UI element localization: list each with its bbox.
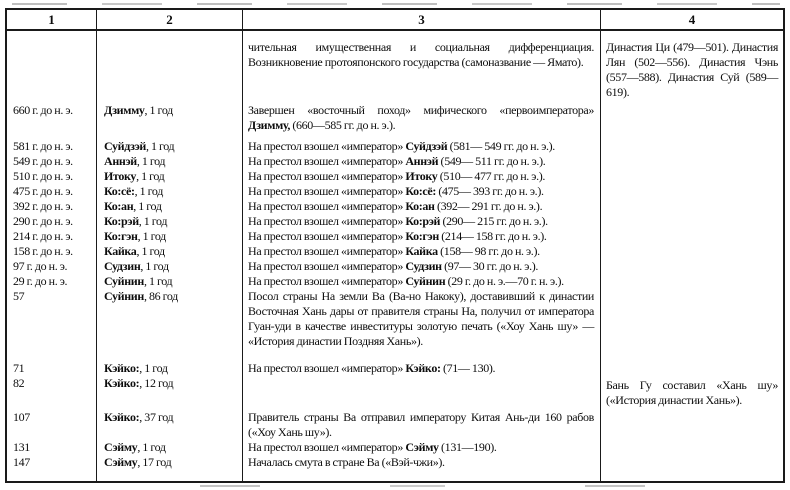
emperor-cell: Ко:гэн, 1 год	[104, 229, 166, 243]
emperor-cell: Кэйко:, 37 год	[104, 410, 174, 424]
date-cell: 549 г. до н. э.	[13, 154, 73, 168]
date-cell: 214 г. до н. э.	[13, 229, 73, 243]
date-cell: 107	[13, 410, 30, 424]
event-text: На престол взошел «император» Суйдзэй (581— 549 гг. до н. э.).	[248, 139, 555, 153]
event-text: Правитель страны Ва отправил императору Китая Ань-ди 160 рабов («Хоу Хань шу»).	[248, 410, 594, 439]
china-note: Бань Гу составил «Хань шу» («История династии Хань»).	[606, 378, 778, 407]
event-text: На престол взошел «император» Суйнин (29 г. до н. э.—70 г. н. э.).	[248, 274, 564, 288]
date-cell: 660 г. до н. э.	[13, 103, 73, 117]
table-body	[7, 31, 783, 481]
date-cell: 475 г. до н. э.	[13, 184, 73, 198]
date-cell: 97 г. до н. э.	[13, 259, 68, 273]
column-header-4: 4	[688, 11, 696, 27]
event-text: На престол взошел «император» Ко:сё: (475— 393 гг. до н. э.).	[248, 184, 544, 198]
date-cell: 158 г. до н. э.	[13, 244, 73, 258]
column-events	[243, 31, 601, 481]
table-header-row	[7, 10, 783, 31]
event-text: Началась смута в стране Ва («Вэй-чжи»).	[248, 455, 445, 469]
date-cell: 510 г. до н. э.	[13, 169, 73, 183]
date-cell: 290 г. до н. э.	[13, 214, 73, 228]
emperor-cell: Ко:рэй, 1 год	[104, 214, 168, 228]
column-dates	[7, 31, 97, 481]
date-cell: 581 г. до н. э.	[13, 139, 73, 153]
emperor-cell: Судзин, 1 год	[104, 259, 169, 273]
event-text: На престол взошел «император» Ко:ан (392— 291 гг. до н. э.).	[248, 199, 543, 213]
emperor-cell: Ко:ан, 1 год	[104, 199, 162, 213]
date-cell: 147	[13, 455, 30, 469]
emperor-cell: Ко:сё:, 1 год	[104, 184, 163, 198]
column-china-notes	[601, 31, 783, 481]
emperor-cell: Суйнин, 1 год	[104, 274, 173, 288]
date-cell: 131	[13, 440, 30, 454]
event-text: Завершен «восточный поход» мифического «первоимператора» Дзимму, (660—585 гг. до н. э.).	[248, 103, 594, 132]
column-header-3: 3	[243, 10, 601, 29]
event-text: На престол взошел «император» Судзин (97— 30 гг. до н. э.).	[248, 259, 539, 273]
date-cell: 29 г. до н. э.	[13, 274, 68, 288]
emperor-cell: Сэйму, 17 год	[104, 455, 172, 469]
event-text: На престол взошел «император» Аннэй (549— 511 гг. до н. э.).	[248, 154, 546, 168]
emperor-cell: Суйнин, 86 год	[104, 289, 178, 303]
emperor-cell: Сэйму, 1 год	[104, 440, 166, 454]
event-text: чительная имущественная и социальная дифференциация. Возникновение протояпонского государства (самоназвание — Ямато).	[248, 40, 594, 69]
emperor-cell: Суйдзэй, 1 год	[104, 139, 175, 153]
emperor-cell: Кэйко:, 1 год	[104, 361, 168, 375]
emperor-cell: Кайка, 1 год	[104, 244, 165, 258]
emperor-cell: Итоку, 1 год	[104, 169, 165, 183]
emperor-cell: Кэйко:, 12 год	[104, 376, 174, 390]
emperor-cell: Дзимму, 1 год	[104, 103, 173, 117]
date-cell: 392 г. до н. э.	[13, 199, 73, 213]
event-text: На престол взошел «император» Кайка (158— 98 гг. до н. э.).	[248, 244, 540, 258]
column-header-1: 1	[7, 10, 97, 29]
date-cell: 57	[13, 289, 25, 303]
chronology-table	[5, 8, 785, 483]
event-text: На престол взошел «император» Сэйму (131—190).	[248, 440, 497, 454]
date-cell: 71	[13, 361, 25, 375]
event-text: Посол страны На земли Ва (Ва-но Накоку), доставивший к династии Восточная Хань дары от правителя страны На, получил от императора Гуан-уди в качестве инвеституры золотую печать («Хоу Хань шу» — «История династии Поздняя Хань»).	[248, 289, 594, 348]
event-text: На престол взошел «император» Кэйко: (71— 130).	[248, 361, 496, 375]
date-cell: 82	[13, 376, 25, 390]
event-text: На престол взошел «император» Ко:рэй (290— 215 гг. до н. э.).	[248, 214, 548, 228]
china-note: Династия Ци (479—501). Династия Лян (502—556). Династия Чэнь (557—588). Династия Суй (589—619).	[606, 40, 778, 99]
event-text: На престол взошел «император» Ко:гэн (214— 158 гг. до н. э.).	[248, 229, 547, 243]
emperor-cell: Аннэй, 1 год	[104, 154, 166, 168]
event-text: На престол взошел «император» Итоку (510— 477 гг. до н. э.).	[248, 169, 546, 183]
column-emperor-year	[97, 31, 243, 481]
column-header-2: 2	[97, 10, 243, 29]
